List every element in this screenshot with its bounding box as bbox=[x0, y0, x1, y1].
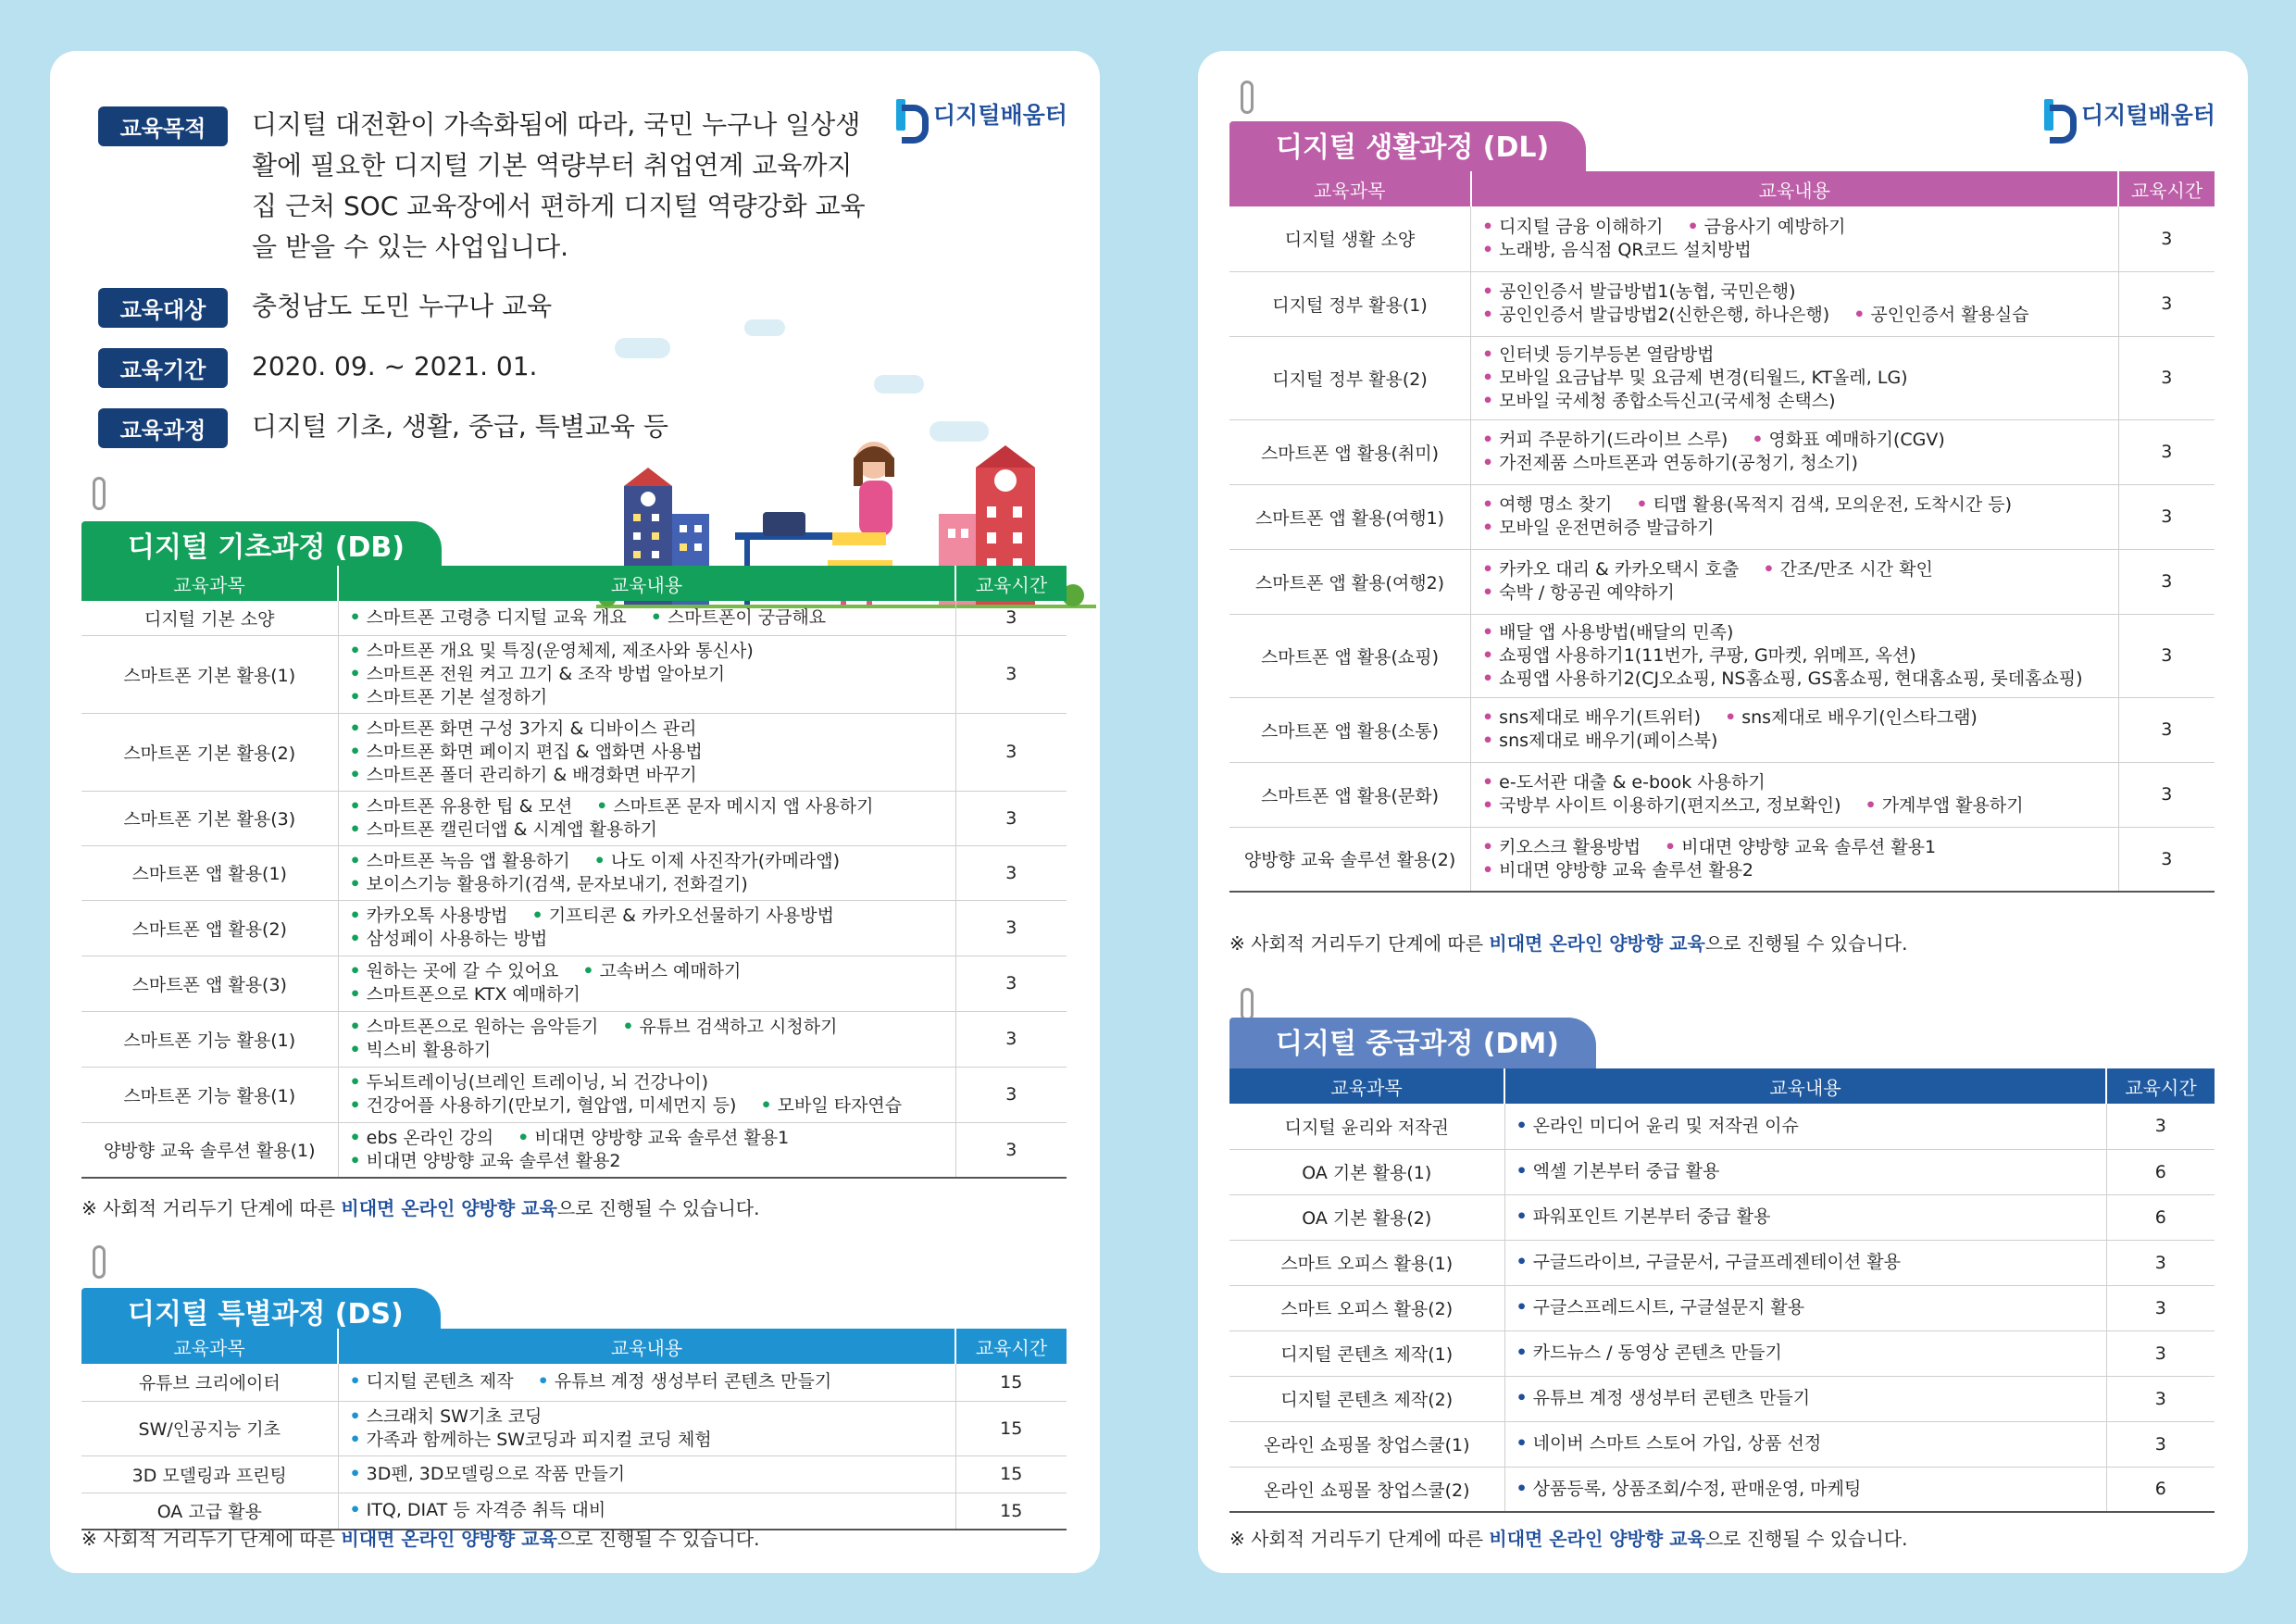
period-badge: 교육기간 bbox=[98, 348, 228, 388]
content-item: • 스마트폰이 궁금해요 bbox=[651, 606, 850, 630]
table-row bbox=[81, 845, 1067, 900]
table-row bbox=[1229, 206, 2215, 271]
course-content bbox=[1504, 1467, 2106, 1512]
content-item: • 기프티콘 & 카카오선물하기 사용방법 bbox=[532, 905, 858, 928]
left-page bbox=[50, 51, 1100, 1573]
course-content bbox=[1504, 1376, 2106, 1421]
course-content bbox=[1471, 271, 2119, 336]
dl-note: ※ 사회적 거리두기 단계에 따른 비대면 온라인 양방향 교육으로 진행될 수 있습니다. bbox=[1229, 932, 1908, 955]
table-row bbox=[81, 1067, 1067, 1122]
course-subject: 3D 모델링과 프린팅 bbox=[81, 1455, 338, 1493]
course-hours: 3 bbox=[955, 601, 1067, 635]
course-subject: 스마트 오피스 활용(1) bbox=[1229, 1240, 1504, 1285]
course-hours: 3 bbox=[2118, 484, 2215, 549]
course-hours: 3 bbox=[2118, 614, 2215, 697]
course-hours: 15 bbox=[955, 1364, 1067, 1401]
logo: 디지털배움터 bbox=[2040, 95, 2215, 132]
course-subject: OA 고급 활용 bbox=[81, 1493, 338, 1530]
course-subject: 스마트폰 앱 활용(여행2) bbox=[1229, 549, 1471, 614]
course-subject: 온라인 쇼핑몰 창업스쿨(2) bbox=[1229, 1467, 1504, 1512]
content-item: • 티맵 활용(목적지 검색, 모의운전, 도착시간 등) bbox=[1636, 493, 2036, 517]
course-subject: 스마트 오피스 활용(2) bbox=[1229, 1285, 1504, 1330]
logo bbox=[892, 95, 1067, 132]
course-hours: 3 bbox=[955, 713, 1067, 791]
content-item: • 스마트폰 캘린더앱 & 시계앱 활용하기 bbox=[350, 818, 681, 842]
course-subject: 스마트폰 앱 활용(1) bbox=[81, 845, 338, 900]
content-item: • 모바일 타자연습 bbox=[760, 1094, 926, 1118]
target-badge: 교육대상 bbox=[98, 288, 228, 328]
table-row bbox=[1229, 1421, 2215, 1467]
db-section-title: 디지털 기초과정 (DB) bbox=[81, 521, 442, 575]
table-row bbox=[81, 1401, 1067, 1455]
course-content bbox=[1471, 762, 2119, 827]
purpose-badge: 교육목적 bbox=[98, 106, 228, 146]
course-hours: 3 bbox=[2118, 336, 2215, 419]
content-item: • 원하는 곳에 갈 수 있어요 bbox=[350, 960, 583, 983]
content-item: • 빅스비 활용하기 bbox=[350, 1039, 516, 1062]
dl-course-table: 교육과목 교육내용 교육시간 디지털 생활 소양 • 디지털 금융 이해하기 • 금융사기 예방하기 • 노래방, 음식점 QR코드 설치방법 3 디지털 정부 활용(1) • 공인인증서 발급방법1(농협, 국민은행) • 공인인증서 발급방법2(신한은행, 하나은행) • 공인인증서 활용실습 3 디지털 정부 활용(2) • 인터넷 등기부등본 열람방법 • 모바일 요금납부 및 요금제 변경(티월드, KT올레, LG) • 모바일 국세청 종합소득신고(국세청 손택스) 3 스마트폰 앱 활용(취미) • 커피 주문하기(드라이브 스루) • 영화표 예매하기(CGV) • 가전제품 스마트폰과 연동하기(공청기, 청소기) 3 스마트폰 앱 활용(여행1) • 여행 명소 찾기 • 티맵 활용(목적지 검색, 모의운전, 도착시간 등) • 모바일 운전면허증 발급하기 3 스마트폰 앱 활용(여행2) • 카카오 대리 & 카카오택시 호출 • 간조/만조 시간 확인 • 숙박 / 항공권 예약하기 3 스마트폰 앱 활용(쇼핑) • 배달 앱 사용방법(배달의 민족) • 쇼핑앱 사용하기1(11번가, 쿠팡, G마켓, 위메프, 옥션) • 쇼핑앱 사용하기2(CJ오쇼핑, NS홈쇼핑, GS홈쇼핑, 현대홈쇼핑, 롯데홈쇼핑) 3 스마트폰 앱 활용(소통) • sns제대로 배우기(트위터) • sns제대로 배우기(인스타그램) • sns제대로 배우기(페이스북) 3 스마트폰 앱 활용(문화) • e-도서관 대출 & e-book 사용하기 • 국방부 사이트 이용하기(편지쓰고, 정보확인) • 가계부앱 활용하기 3 양방향 교육 솔루션 활용(2) • 키오스크 활용방법 • 비대면 양방향 교육 솔루션 활용1 • 비대면 양방향 교육 솔루션 활용2 3 bbox=[1229, 171, 2215, 893]
course-hours: 15 bbox=[955, 1455, 1067, 1493]
content-item: • 파워포인트 기본부터 중급 활용 bbox=[1516, 1206, 1795, 1229]
course-hours: 3 bbox=[2118, 206, 2215, 271]
course-subject: 스마트폰 앱 활용(쇼핑) bbox=[1229, 614, 1471, 697]
course-subject: 스마트폰 앱 활용(3) bbox=[81, 956, 338, 1011]
course-content bbox=[1504, 1104, 2106, 1149]
course-hours: 3 bbox=[955, 791, 1067, 845]
table-row bbox=[1229, 549, 2215, 614]
content-item: • 스마트폰 유용한 팁 & 모션 bbox=[350, 795, 597, 818]
right-page bbox=[1198, 51, 2248, 1573]
content-item: • sns제대로 배우기(인스타그램) bbox=[1725, 706, 2002, 730]
course-content bbox=[338, 713, 955, 791]
course-hours: 3 bbox=[2106, 1421, 2215, 1467]
table-row bbox=[1229, 336, 2215, 419]
course-content bbox=[1471, 697, 2119, 762]
table-row bbox=[81, 1011, 1067, 1067]
table-row bbox=[81, 900, 1067, 956]
course-subject: 양방향 교육 솔루션 활용(2) bbox=[1229, 827, 1471, 892]
course-content bbox=[1471, 614, 2119, 697]
content-item: • 카드뉴스 / 동영상 콘텐츠 만들기 bbox=[1516, 1342, 1806, 1365]
course-content bbox=[1471, 827, 2119, 892]
course-content bbox=[338, 635, 955, 713]
content-item: • 영화표 예매하기(CGV) bbox=[1752, 429, 1969, 452]
content-item: • 스크래치 SW기초 코딩 bbox=[350, 1405, 567, 1429]
course-subject: 스마트폰 기능 활용(1) bbox=[81, 1011, 338, 1067]
course-subject: 디지털 생활 소양 bbox=[1229, 206, 1471, 271]
course-content bbox=[338, 1067, 955, 1122]
course-hours: 6 bbox=[2106, 1467, 2215, 1512]
content-item: • 모바일 요금납부 및 요금제 변경(티월드, KT올레, LG) bbox=[1482, 367, 1932, 390]
content-item: • 나도 이제 사진작가(카메라앱) bbox=[594, 850, 864, 873]
course-hours: 15 bbox=[955, 1493, 1067, 1530]
content-item: • 비대면 양방향 교육 솔루션 활용2 bbox=[350, 1150, 645, 1173]
content-item: • 스마트폰 전원 켜고 끄기 & 조작 방법 알아보기 bbox=[350, 663, 750, 686]
table-row bbox=[1229, 1104, 2215, 1149]
table-row bbox=[1229, 1149, 2215, 1194]
content-item: • 두뇌트레이닝(브레인 트레이닝, 뇌 건강나이) bbox=[350, 1071, 733, 1094]
course-subject: 스마트폰 앱 활용(여행1) bbox=[1229, 484, 1471, 549]
course-subject: 스마트폰 기본 활용(1) bbox=[81, 635, 338, 713]
course-subject: 스마트폰 앱 활용(문화) bbox=[1229, 762, 1471, 827]
content-item: • 비대면 양방향 교육 솔루션 활용1 bbox=[518, 1127, 813, 1150]
course-hours: 3 bbox=[2106, 1330, 2215, 1376]
content-item: • 가계부앱 활용하기 bbox=[1866, 794, 2048, 818]
content-item: • 유튜브 검색하고 시청하기 bbox=[622, 1016, 861, 1039]
course-content bbox=[338, 1364, 955, 1401]
table-row bbox=[1229, 827, 2215, 892]
content-item: • 모바일 운전면허증 발급하기 bbox=[1482, 517, 1738, 540]
course-hours: 3 bbox=[2118, 419, 2215, 484]
table-row bbox=[81, 1122, 1067, 1178]
course-hours: 3 bbox=[2118, 549, 2215, 614]
content-item: • 디지털 금융 이해하기 bbox=[1482, 216, 1687, 239]
course-content bbox=[1471, 206, 2119, 271]
content-item: • 삼성페이 사용하는 방법 bbox=[350, 928, 572, 951]
content-item: • 유튜브 계정 생성부터 콘텐츠 만들기 bbox=[1516, 1387, 1835, 1410]
content-item: • 공인인증서 발급방법2(신한은행, 하나은행) bbox=[1482, 304, 1853, 327]
period-text: 2020. 09. ~ 2021. 01. bbox=[252, 351, 538, 381]
course-subject: 스마트폰 기본 활용(2) bbox=[81, 713, 338, 791]
content-item: • 고속버스 예매하기 bbox=[582, 960, 765, 983]
content-item: • ebs 온라인 강의 bbox=[350, 1127, 518, 1150]
col-content: 교육내용 bbox=[338, 566, 955, 601]
course-content bbox=[338, 1011, 955, 1067]
content-item: • 스마트폰으로 KTX 예매하기 bbox=[350, 983, 605, 1006]
course-hours: 3 bbox=[955, 1011, 1067, 1067]
table-row bbox=[1229, 419, 2215, 484]
digital-baeumteo-logo-icon bbox=[2040, 95, 2074, 132]
content-item: • 카카오톡 사용방법 bbox=[350, 905, 532, 928]
course-subject: 스마트폰 앱 활용(2) bbox=[81, 900, 338, 956]
content-item: • 간조/만조 시간 확인 bbox=[1763, 558, 1956, 581]
course-content bbox=[1504, 1194, 2106, 1240]
course-content bbox=[338, 1455, 955, 1493]
course-content bbox=[338, 1401, 955, 1455]
course-subject: 디지털 정부 활용(2) bbox=[1229, 336, 1471, 419]
course-hours: 3 bbox=[2118, 762, 2215, 827]
content-item: • e-도서관 대출 & e-book 사용하기 bbox=[1482, 771, 1790, 794]
dm-section-title: 디지털 중급과정 (DM) bbox=[1229, 1018, 1596, 1071]
course-content bbox=[338, 900, 955, 956]
content-item: • 구글스프레드시트, 구글설문지 활용 bbox=[1516, 1296, 1829, 1319]
content-item: • 가족과 함께하는 SW코딩과 피지컬 코딩 체험 bbox=[350, 1429, 736, 1452]
course-subject: 디지털 콘텐츠 제작(2) bbox=[1229, 1376, 1504, 1421]
content-item: • sns제대로 배우기(트위터) bbox=[1482, 706, 1725, 730]
table-row bbox=[81, 1364, 1067, 1401]
dm-course-table: 교육과목 교육내용 교육시간 디지털 윤리와 저작권 • 온라인 미디어 윤리 및 저작권 이슈 3 OA 기본 활용(1) • 엑셀 기본부터 중급 활용 6 OA 기본 활용(2) • 파워포인트 기본부터 중급 활용 6 스마트 오피스 활용(1) • 구글드라이브, 구글문서, 구글프레젠테이션 활용 3 스마트 오피스 활용(2) • 구글스프레드시트, 구글설문지 활용 3 디지털 콘텐츠 제작(1) • 카드뉴스 / 동영상 콘텐츠 만들기 3 디지털 콘텐츠 제작(2) • 유튜브 계정 생성부터 콘텐츠 만들기 3 온라인 쇼핑몰 창업스쿨(1) • 네이버 스마트 스토어 가입, 상품 선정 3 온라인 쇼핑몰 창업스쿨(2) • 상품등록, 상품조회/수정, 판매운영, 마케팅 6 bbox=[1229, 1068, 2215, 1513]
course-hours: 3 bbox=[955, 1122, 1067, 1178]
course-badge: 교육과정 bbox=[98, 408, 228, 448]
content-item: • 커피 주문하기(드라이브 스루) bbox=[1482, 429, 1752, 452]
course-subject: 디지털 정부 활용(1) bbox=[1229, 271, 1471, 336]
content-item: • 보이스기능 활용하기(검색, 문자보내기, 전화걸기) bbox=[350, 873, 772, 896]
table-row bbox=[81, 601, 1067, 635]
content-item: • 여행 명소 찾기 bbox=[1482, 493, 1636, 517]
course-subject: 스마트폰 앱 활용(소통) bbox=[1229, 697, 1471, 762]
content-item: • 스마트폰 고령층 디지털 교육 개요 bbox=[350, 606, 651, 630]
dl-section-title: 디지털 생활과정 (DL) bbox=[1229, 121, 1586, 175]
course-subject: 디지털 콘텐츠 제작(1) bbox=[1229, 1330, 1504, 1376]
course-content bbox=[338, 1122, 955, 1178]
course-subject: 디지털 기본 소양 bbox=[81, 601, 338, 635]
content-item: • 구글드라이브, 구글문서, 구글프레젠테이션 활용 bbox=[1516, 1251, 1925, 1274]
course-hours: 3 bbox=[2118, 697, 2215, 762]
table-row bbox=[1229, 1194, 2215, 1240]
course-hours: 3 bbox=[2118, 827, 2215, 892]
content-item: • 키오스크 활용방법 bbox=[1482, 836, 1665, 859]
course-hours: 3 bbox=[955, 1067, 1067, 1122]
content-item: • ITQ, DIAT 등 자격증 취득 대비 bbox=[350, 1499, 630, 1522]
course-content bbox=[338, 956, 955, 1011]
table-row bbox=[1229, 1330, 2215, 1376]
course-subject: 스마트폰 기능 활용(1) bbox=[81, 1067, 338, 1122]
course-content bbox=[1471, 336, 2119, 419]
course-hours: 3 bbox=[2118, 271, 2215, 336]
content-item: • 스마트폰 녹음 앱 활용하기 bbox=[350, 850, 594, 873]
course-hours: 3 bbox=[2106, 1240, 2215, 1285]
ds-course-table: 교육과목 교육내용 교육시간 유튜브 크리에이터 • 디지털 콘텐츠 제작 • 유튜브 계정 생성부터 콘텐츠 만들기 15 SW/인공지능 기초 • 스크래치 SW기초 코딩 • 가족과 함께하는 SW코딩과 피지컬 코딩 체험 15 3D 모델링과 프린팅 • 3D펜, 3D모델링으로 작품 만들기 15 OA 고급 활용 • ITQ, DIAT 등 자격증 취득 대비 15 bbox=[81, 1329, 1067, 1530]
table-row bbox=[81, 956, 1067, 1011]
course-hours: 6 bbox=[2106, 1194, 2215, 1240]
content-item: • 스마트폰 화면 페이지 편집 & 앱화면 사용법 bbox=[350, 741, 727, 764]
content-item: • 스마트폰 화면 구성 3가지 & 디바이스 관리 bbox=[350, 718, 721, 741]
col-hours: 교육시간 bbox=[955, 566, 1067, 601]
course-hours: 6 bbox=[2106, 1149, 2215, 1194]
intro-info bbox=[98, 105, 913, 467]
course-content bbox=[338, 845, 955, 900]
table-row bbox=[81, 791, 1067, 845]
table-row bbox=[1229, 271, 2215, 336]
content-item: • 노래방, 음식점 QR코드 설치방법 bbox=[1482, 239, 1776, 262]
table-row bbox=[1229, 1376, 2215, 1421]
content-item: • 쇼핑앱 사용하기2(CJ오쇼핑, NS홈쇼핑, GS홈쇼핑, 현대홈쇼핑, 롯데홈쇼핑) bbox=[1482, 668, 2107, 691]
content-item: • 상품등록, 상품조회/수정, 판매운영, 마케팅 bbox=[1516, 1478, 1886, 1501]
course-subject: OA 기본 활용(1) bbox=[1229, 1149, 1504, 1194]
ds-section-title: 디지털 특별과정 (DS) bbox=[81, 1288, 441, 1342]
course-content bbox=[1504, 1421, 2106, 1467]
course-content bbox=[1504, 1149, 2106, 1194]
table-row bbox=[81, 713, 1067, 791]
col-subject: 교육과목 bbox=[173, 573, 245, 596]
course-content bbox=[1504, 1285, 2106, 1330]
content-item: • 스마트폰 폴더 관리하기 & 배경화면 바꾸기 bbox=[350, 764, 721, 787]
course-content bbox=[1471, 549, 2119, 614]
table-row bbox=[1229, 1467, 2215, 1512]
table-row bbox=[1229, 1240, 2215, 1285]
content-item: • 인터넷 등기부등본 열람방법 bbox=[1482, 344, 1738, 367]
course-content bbox=[1504, 1330, 2106, 1376]
course-subject: SW/인공지능 기초 bbox=[81, 1401, 338, 1455]
content-item: • 네이버 스마트 스토어 가입, 상품 선정 bbox=[1516, 1432, 1846, 1455]
content-item: • 카카오 대리 & 카카오택시 호출 bbox=[1482, 558, 1763, 581]
content-item: • 건강어플 사용하기(만보기, 혈압앱, 미세먼지 등) bbox=[350, 1094, 761, 1118]
content-item: • 유튜브 계정 생성부터 콘텐츠 만들기 bbox=[538, 1370, 856, 1393]
dm-note: ※ 사회적 거리두기 단계에 따른 비대면 온라인 양방향 교육으로 진행될 수 있습니다. bbox=[1229, 1528, 1908, 1550]
table-row bbox=[81, 1455, 1067, 1493]
course-hours: 3 bbox=[955, 900, 1067, 956]
ds-note: ※ 사회적 거리두기 단계에 따른 비대면 온라인 양방향 교육으로 진행될 수 있습니다. bbox=[81, 1528, 760, 1550]
course-hours: 3 bbox=[955, 635, 1067, 713]
course-hours: 3 bbox=[2106, 1376, 2215, 1421]
content-item: • 공인인증서 활용실습 bbox=[1853, 304, 2053, 327]
content-item: • 쇼핑앱 사용하기1(11번가, 쿠팡, G마켓, 위메프, 옥션) bbox=[1482, 644, 1940, 668]
content-item: • 금융사기 예방하기 bbox=[1687, 216, 1869, 239]
content-item: • 스마트폰 개요 및 특징(운영체제, 제조사와 통신사) bbox=[350, 640, 778, 663]
course-content bbox=[1471, 419, 2119, 484]
db-course-table bbox=[81, 566, 1067, 1179]
course-content bbox=[338, 791, 955, 845]
table-row bbox=[1229, 614, 2215, 697]
content-item: • 배달 앱 사용방법(배달의 민족) bbox=[1482, 621, 1757, 644]
course-content bbox=[1504, 1240, 2106, 1285]
content-item: • 스마트폰으로 원하는 음악듣기 bbox=[350, 1016, 623, 1039]
content-item: • 스마트폰 문자 메시지 앱 사용하기 bbox=[596, 795, 897, 818]
content-item: • 국방부 사이트 이용하기(편지쓰고, 정보확인) bbox=[1482, 794, 1866, 818]
course-hours: 15 bbox=[955, 1401, 1067, 1455]
course-hours: 3 bbox=[2106, 1285, 2215, 1330]
content-item: • 비대면 양방향 교육 솔루션 활용2 bbox=[1482, 859, 1778, 882]
course-content bbox=[338, 601, 955, 635]
target-text: 충청남도 도민 누구나 교육 bbox=[252, 291, 553, 321]
content-item: • 온라인 미디어 윤리 및 저작권 이슈 bbox=[1516, 1115, 1823, 1138]
db-note: ※ 사회적 거리두기 단계에 따른 비대면 온라인 양방향 교육으로 진행될 수 있습니다. bbox=[81, 1197, 760, 1219]
course-subject: 디지털 윤리와 저작권 bbox=[1229, 1104, 1504, 1149]
content-item: • 엑셀 기본부터 중급 활용 bbox=[1516, 1160, 1744, 1183]
table-row bbox=[1229, 1285, 2215, 1330]
content-item: • 모바일 국세청 종합소득신고(국세청 손택스) bbox=[1482, 390, 1859, 413]
content-item: • 숙박 / 항공권 예약하기 bbox=[1482, 581, 1699, 605]
content-item: • 3D펜, 3D모델링으로 작품 만들기 bbox=[350, 1463, 650, 1486]
content-item: • 디지털 콘텐츠 제작 bbox=[350, 1370, 538, 1393]
content-item: • 스마트폰 기본 설정하기 bbox=[350, 686, 572, 709]
course-text: 디지털 기초, 생활, 중급, 특별교육 등 bbox=[252, 411, 668, 442]
course-content bbox=[1471, 484, 2119, 549]
course-subject: 유튜브 크리에이터 bbox=[81, 1364, 338, 1401]
course-subject: 온라인 쇼핑몰 창업스쿨(1) bbox=[1229, 1421, 1504, 1467]
course-subject: 스마트폰 기본 활용(3) bbox=[81, 791, 338, 845]
table-row bbox=[1229, 762, 2215, 827]
course-hours: 3 bbox=[2106, 1104, 2215, 1149]
purpose-text: 디지털 대전환이 가속화됨에 따라, 국민 누구나 일상생활에 필요한 디지털 기본 역량부터 취업연계 교육까지 집 근처 SOC 교육장에서 편하게 디지털 역량강화 교육을 받을 수 있는 사업입니다. bbox=[252, 109, 866, 262]
content-item: • 공인인증서 발급방법1(농협, 국민은행) bbox=[1482, 281, 1820, 304]
course-hours: 3 bbox=[955, 956, 1067, 1011]
course-subject: 양방향 교육 솔루션 활용(1) bbox=[81, 1122, 338, 1178]
table-row bbox=[1229, 697, 2215, 762]
course-subject: 스마트폰 앱 활용(취미) bbox=[1229, 419, 1471, 484]
content-item: • 비대면 양방향 교육 솔루션 활용1 bbox=[1665, 836, 1960, 859]
content-item: • 가전제품 스마트폰과 연동하기(공청기, 청소기) bbox=[1482, 452, 1882, 475]
logo-text: 디지털배움터 bbox=[933, 102, 1067, 129]
course-subject: OA 기본 활용(2) bbox=[1229, 1194, 1504, 1240]
table-row bbox=[1229, 484, 2215, 549]
table-row bbox=[81, 635, 1067, 713]
content-item: • sns제대로 배우기(페이스북) bbox=[1482, 730, 1741, 753]
course-hours: 3 bbox=[955, 845, 1067, 900]
